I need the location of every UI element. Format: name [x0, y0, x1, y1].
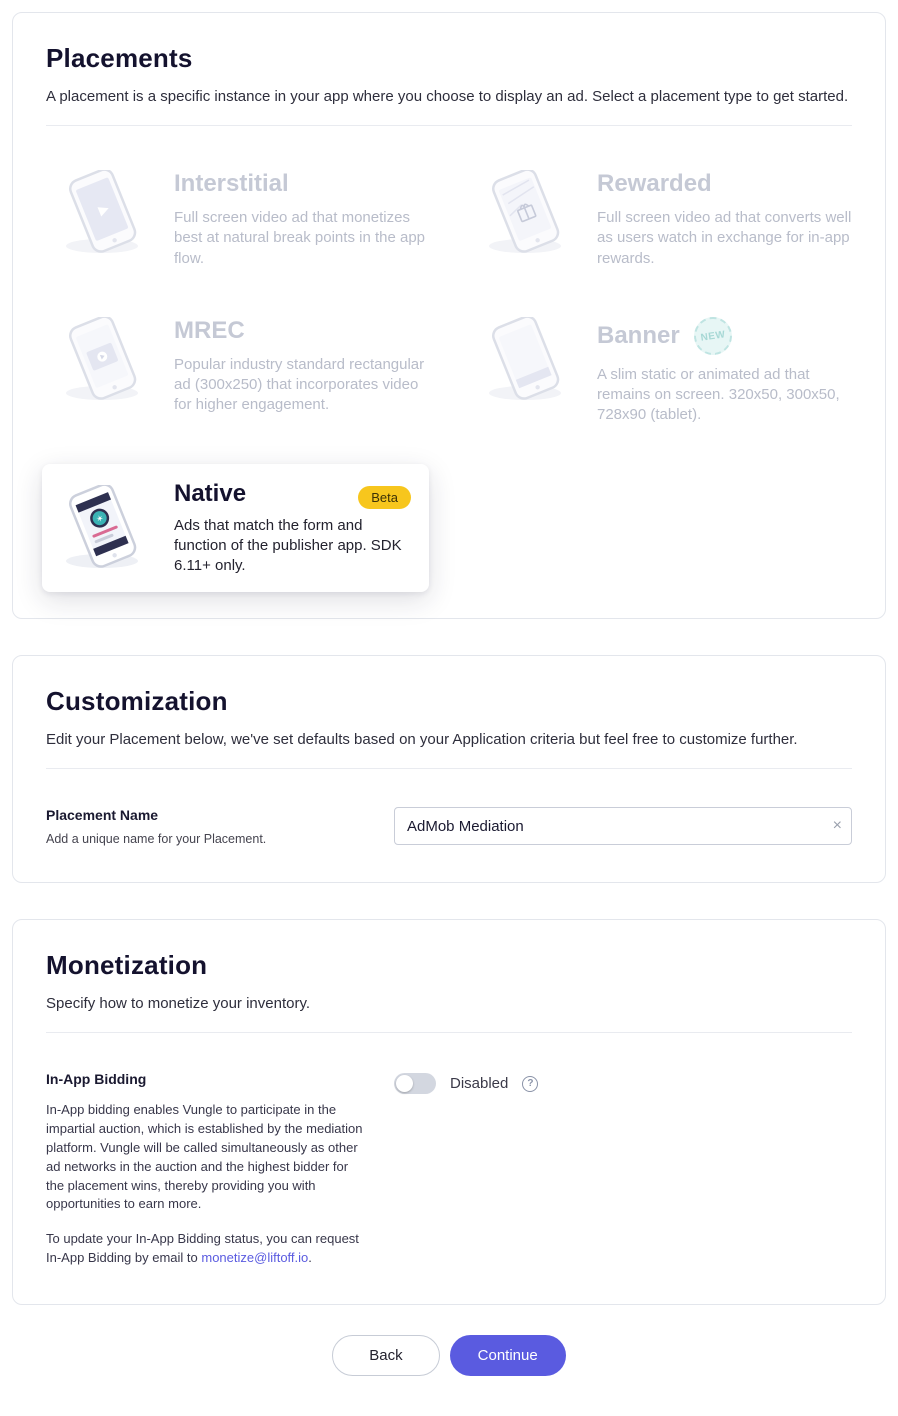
- contact-text-prefix: To update your In-App Bidding status, you can request In-App Bidding by email to: [46, 1231, 359, 1266]
- in-app-bidding-description: In-App bidding enables Vungle to participate in the impartial auction, which is established by the mediation platform. Vungle will be called simultaneously as other ad networks in the auction and the highest bidder for the placement wins, thereby providing you with opportunities to earn more.: [46, 1102, 363, 1212]
- interstitial-title: Interstitial: [174, 170, 289, 197]
- placement-type-rewarded[interactable]: [469, 170, 852, 269]
- monetization-card: [12, 919, 886, 1305]
- interstitial-phone-icon: [46, 170, 158, 256]
- rewarded-title: Rewarded: [597, 170, 712, 197]
- placement-type-banner[interactable]: [469, 317, 852, 426]
- mrec-phone-icon: [46, 317, 158, 403]
- in-app-bidding-contact: [46, 1230, 364, 1268]
- interstitial-description: Full screen video ad that monetizes best at natural break points in the app flow.: [174, 209, 426, 267]
- banner-title: [597, 317, 852, 355]
- in-app-bidding-row: [46, 1033, 852, 1268]
- placements-subtitle: A placement is a specific instance in your app where you choose to display an ad. Select a placement type to get started.: [46, 88, 849, 105]
- native-phone-icon: [46, 485, 158, 571]
- rewarded-text: [597, 170, 852, 269]
- placement-setup-page: [0, 12, 898, 1376]
- mrec-text: [174, 317, 429, 416]
- placement-name-row: [46, 769, 852, 846]
- native-title-row: [174, 480, 411, 516]
- toggle-knob: [396, 1075, 413, 1092]
- back-button[interactable]: Back: [332, 1335, 439, 1376]
- in-app-bidding-text-col: [46, 1071, 394, 1268]
- banner-description: A slim static or animated ad that remains on screen. 320x50, 300x50, 728x90 (tablet).: [597, 365, 840, 424]
- banner-title-label: Banner: [597, 321, 680, 349]
- in-app-bidding-toggle-row: [394, 1071, 538, 1094]
- banner-new-badge: NEW: [691, 314, 734, 357]
- native-text: [174, 480, 411, 577]
- placement-name-input[interactable]: [394, 807, 852, 845]
- continue-button[interactable]: Continue: [450, 1335, 566, 1376]
- interstitial-text: [174, 170, 429, 269]
- native-beta-badge: Beta: [358, 486, 411, 509]
- footer-actions: [0, 1335, 898, 1376]
- native-description: Ads that match the form and function of the publisher app. SDK 6.11+ only.: [174, 516, 402, 574]
- in-app-bidding-toggle[interactable]: [394, 1073, 436, 1094]
- placement-name-help: Add a unique name for your Placement.: [46, 832, 267, 847]
- placement-type-grid: [46, 126, 852, 582]
- customization-subtitle: Edit your Placement below, we've set defaults based on your Application criteria but feel free to customize further.: [46, 731, 798, 749]
- mrec-title: MREC: [174, 316, 245, 344]
- customization-title: Customization: [46, 686, 228, 717]
- monetization-title: Monetization: [46, 950, 208, 981]
- placement-name-label-col: [46, 807, 394, 846]
- rewarded-description: Full screen video ad that converts well as users watch in exchange for in-app rewards.: [597, 209, 852, 267]
- svg-text:✶: ✶: [94, 513, 106, 526]
- clear-input-icon[interactable]: ×: [832, 817, 842, 835]
- placement-name-input-wrap: [394, 807, 852, 845]
- placements-card: [12, 12, 886, 619]
- banner-text: [597, 317, 852, 426]
- placement-type-interstitial[interactable]: [46, 170, 429, 269]
- contact-text-suffix: .: [308, 1250, 312, 1266]
- help-icon[interactable]: ?: [522, 1076, 538, 1092]
- mrec-description: Popular industry standard rectangular ad (300x250) that incorporates video for higher engagement.: [174, 355, 425, 414]
- rewarded-phone-icon: [469, 170, 581, 256]
- placement-type-native-selected[interactable]: [42, 464, 429, 593]
- placement-name-label: Placement Name: [46, 807, 159, 824]
- monetize-email-link[interactable]: monetize@liftoff.io: [201, 1250, 309, 1266]
- in-app-bidding-label: In-App Bidding: [46, 1071, 147, 1088]
- monetization-subtitle: Specify how to monetize your inventory.: [46, 995, 311, 1013]
- placements-title: Placements: [46, 43, 193, 73]
- banner-phone-icon: [469, 317, 581, 403]
- placement-type-mrec[interactable]: [46, 317, 429, 426]
- native-title: Native: [174, 479, 247, 507]
- in-app-bidding-state: Disabled: [450, 1075, 509, 1093]
- customization-card: [12, 655, 886, 883]
